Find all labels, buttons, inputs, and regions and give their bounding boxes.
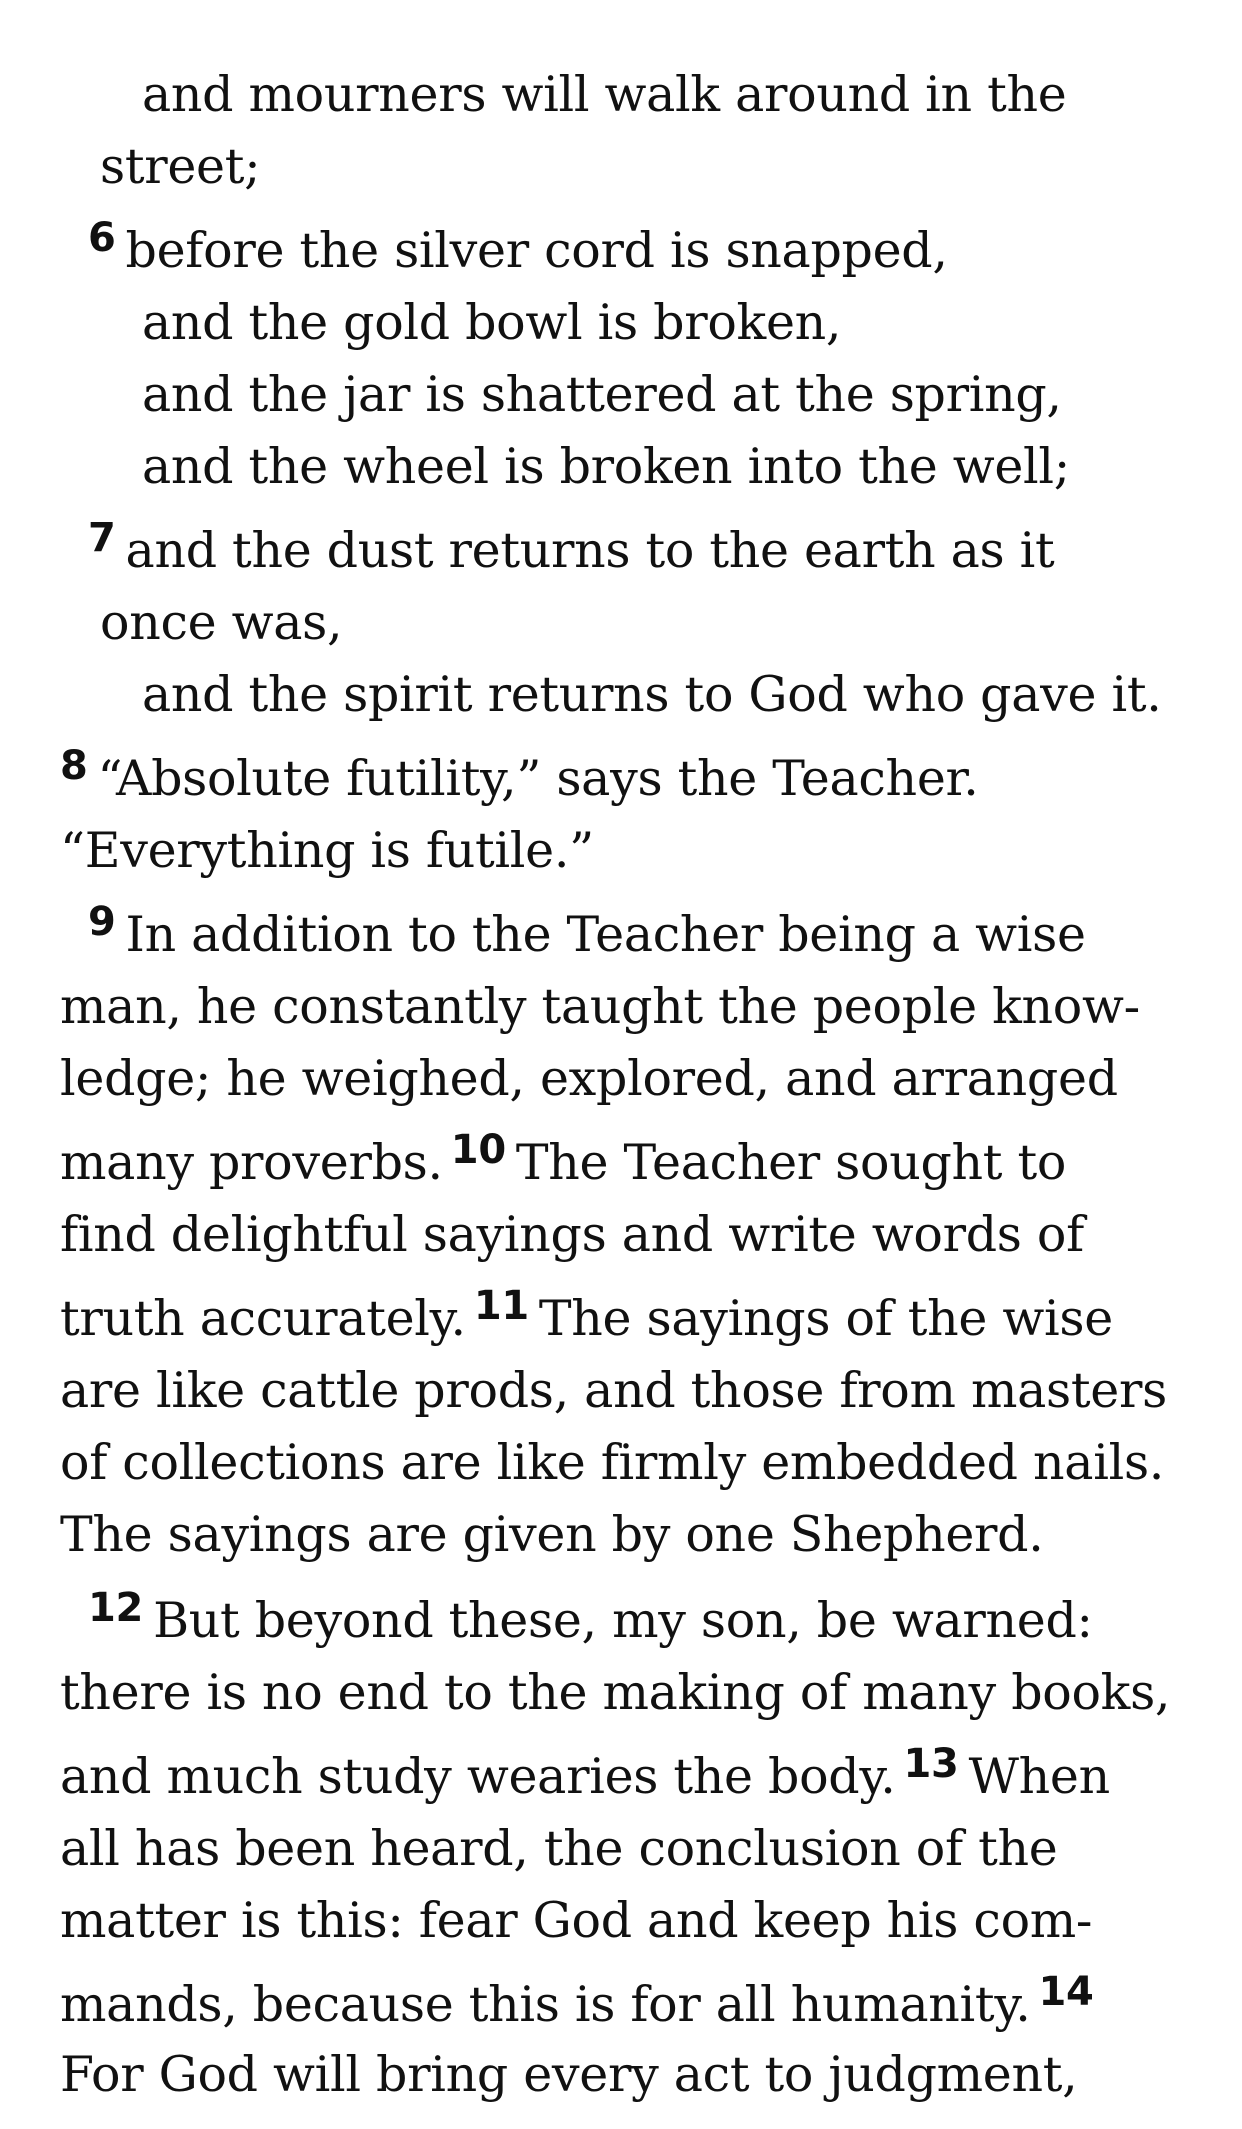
verse-line: and mourners will walk around in the bbox=[142, 66, 1067, 123]
verse-line: all has been heard, the conclusion of the bbox=[60, 1820, 1058, 1877]
verse-line: and the jar is shattered at the spring, bbox=[142, 366, 1062, 423]
verse-number: 9 bbox=[88, 899, 116, 945]
verse-line: once was, bbox=[100, 594, 343, 651]
verse-number: 14 bbox=[1038, 1969, 1094, 2015]
verse-number: 8 bbox=[60, 743, 88, 789]
verse-line: matter is this: fear God and keep his com- bbox=[60, 1892, 1093, 1949]
verse-line: there is no end to the making of many books, bbox=[60, 1664, 1171, 1721]
verse-line: and the gold bowl is broken, bbox=[142, 294, 842, 351]
verse-line: man, he constantly taught the people know- bbox=[60, 978, 1140, 1035]
verse-line: For God will bring every act to judgment, bbox=[60, 2046, 1078, 2103]
verse-line: mands, because this is for all humanity. $^{14}$ bbox=[60, 1969, 1094, 2033]
verse-number: 6 bbox=[88, 215, 116, 261]
verse-line: $^8$ “Absolute futility,” says the Teacher. bbox=[60, 743, 979, 807]
verse-line: of collections are like firmly embedded nails. bbox=[60, 1434, 1165, 1491]
verse-line: and the spirit returns to God who gave it. bbox=[142, 666, 1162, 723]
verse-line: $^7$ and the dust returns to the earth as it bbox=[88, 515, 1055, 579]
verse-number: 13 bbox=[903, 1741, 959, 1787]
verse-line: $^6$ before the silver cord is snapped, bbox=[88, 215, 948, 279]
verse-line: and the wheel is broken into the well; bbox=[142, 438, 1070, 495]
verse-line: truth accurately. $^{11}$ The sayings of the wise bbox=[60, 1283, 1113, 1347]
verse-line: many proverbs. $^{10}$ The Teacher sought to bbox=[60, 1127, 1067, 1191]
verse-line: street; bbox=[100, 138, 261, 195]
verse-number: 10 bbox=[450, 1127, 506, 1173]
verse-number: 11 bbox=[473, 1283, 529, 1329]
verse-line: $^{12}$ But beyond these, my son, be warned: bbox=[88, 1585, 1093, 1649]
verse-line: ledge; he weighed, explored, and arranged bbox=[60, 1050, 1118, 1107]
verse-number: 7 bbox=[88, 515, 116, 561]
verse-line: and much study wearies the body. $^{13}$ When bbox=[60, 1741, 1110, 1805]
verse-line: find delightful sayings and write words of bbox=[60, 1206, 1084, 1263]
verse-line: “Everything is futile.” bbox=[60, 822, 594, 879]
verse-line: are like cattle prods, and those from masters bbox=[60, 1362, 1167, 1419]
verse-line: The sayings are given by one Shepherd. bbox=[60, 1506, 1044, 1563]
verse-number: 12 bbox=[88, 1585, 144, 1631]
verse-line: $^9$ In addition to the Teacher being a wise bbox=[88, 899, 1086, 963]
